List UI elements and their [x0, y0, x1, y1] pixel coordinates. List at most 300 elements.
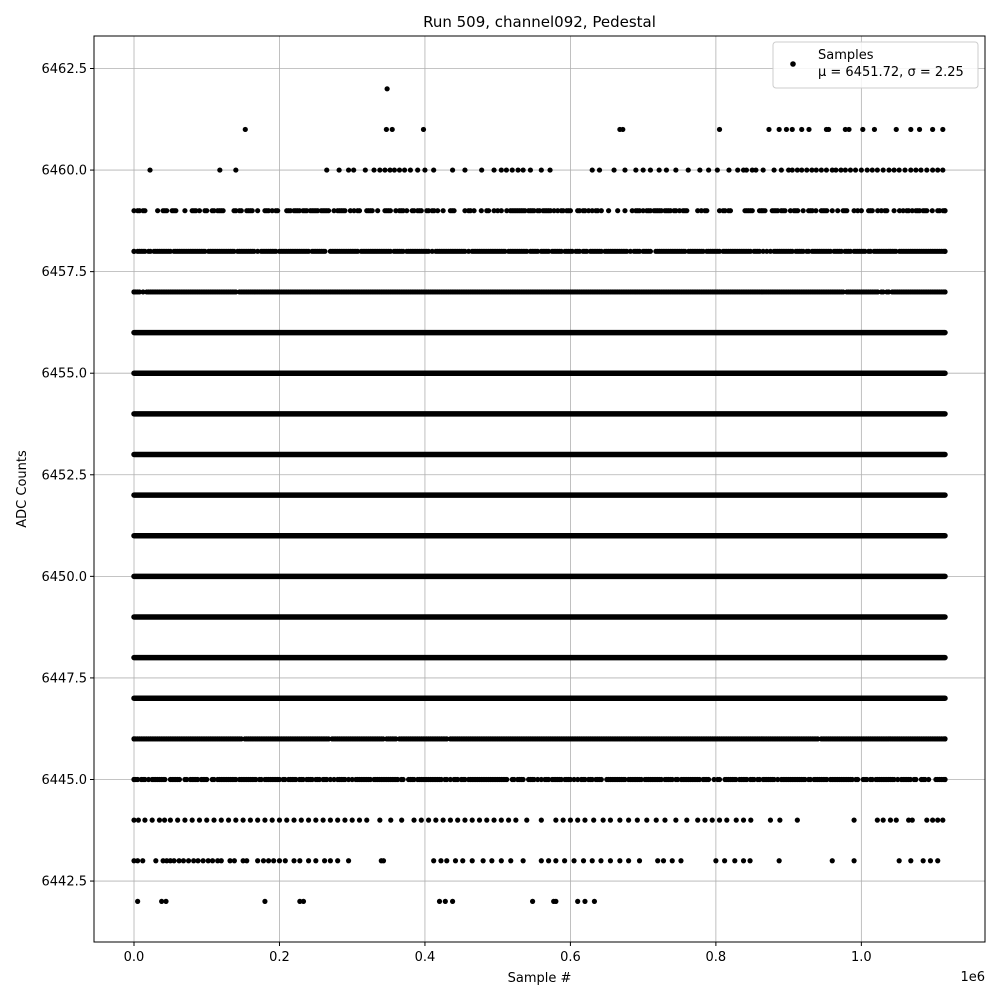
data-point	[830, 858, 835, 863]
data-point	[328, 858, 333, 863]
data-point	[328, 818, 333, 823]
data-point	[135, 899, 140, 904]
data-point	[930, 208, 935, 213]
data-point	[777, 127, 782, 132]
y-tick-label: 6457.5	[41, 265, 87, 281]
data-point	[401, 777, 406, 782]
data-point	[421, 127, 426, 132]
data-point	[504, 167, 509, 172]
data-point	[243, 127, 248, 132]
data-point	[162, 818, 167, 823]
data-point	[732, 858, 737, 863]
data-point	[761, 167, 766, 172]
data-point	[147, 167, 152, 172]
data-point	[562, 858, 567, 863]
data-point	[426, 818, 431, 823]
data-point	[926, 777, 931, 782]
data-point	[824, 167, 829, 172]
data-point	[790, 167, 795, 172]
data-point	[322, 858, 327, 863]
data-point	[241, 818, 246, 823]
data-point	[248, 818, 253, 823]
y-tick-label: 6455.0	[41, 366, 87, 382]
data-point	[397, 167, 402, 172]
data-point	[131, 289, 136, 294]
data-point	[277, 858, 282, 863]
data-point	[190, 818, 195, 823]
x-tick-label: 0.0	[123, 950, 145, 965]
data-point	[706, 167, 711, 172]
x-axis-label: Sample #	[507, 971, 572, 986]
data-point	[824, 208, 829, 213]
data-point	[301, 899, 306, 904]
data-point	[491, 818, 496, 823]
data-point	[597, 167, 602, 172]
data-point	[846, 127, 851, 132]
data-point	[357, 208, 362, 213]
data-point	[382, 167, 387, 172]
data-point	[135, 858, 140, 863]
data-point	[924, 818, 929, 823]
data-point	[399, 818, 404, 823]
data-point	[270, 818, 275, 823]
data-point	[790, 127, 795, 132]
data-point	[654, 818, 659, 823]
data-point	[766, 127, 771, 132]
data-point	[942, 249, 947, 254]
data-point	[806, 127, 811, 132]
data-point	[470, 858, 475, 863]
data-point	[637, 858, 642, 863]
data-point	[924, 208, 929, 213]
data-point	[431, 858, 436, 863]
data-point	[664, 167, 669, 172]
data-point	[702, 818, 707, 823]
data-point	[479, 208, 484, 213]
data-point	[897, 858, 902, 863]
data-point	[782, 208, 787, 213]
data-point	[924, 167, 929, 172]
y-tick-label: 6462.5	[41, 62, 87, 78]
data-point	[448, 818, 453, 823]
data-point	[521, 777, 526, 782]
data-point	[575, 818, 580, 823]
data-point	[131, 249, 136, 254]
data-point	[935, 167, 940, 172]
data-point	[171, 858, 176, 863]
data-point	[886, 167, 891, 172]
data-point	[186, 858, 191, 863]
data-point	[239, 208, 244, 213]
data-point	[297, 858, 302, 863]
data-point	[283, 858, 288, 863]
data-point	[859, 167, 864, 172]
data-point	[513, 818, 518, 823]
data-point	[744, 167, 749, 172]
y-tick-label: 6452.5	[41, 468, 87, 484]
data-point	[233, 167, 238, 172]
data-point	[255, 208, 260, 213]
data-point	[499, 858, 504, 863]
data-point	[441, 818, 446, 823]
data-point	[444, 858, 449, 863]
data-point	[644, 818, 649, 823]
data-point	[375, 208, 380, 213]
data-point	[930, 127, 935, 132]
data-point	[581, 858, 586, 863]
y-axis-label: ADC Counts	[15, 450, 30, 528]
data-point	[750, 208, 755, 213]
data-point	[722, 858, 727, 863]
data-point	[385, 86, 390, 91]
data-point	[894, 127, 899, 132]
data-point	[726, 167, 731, 172]
data-point	[153, 858, 158, 863]
data-point	[306, 818, 311, 823]
data-point	[244, 858, 249, 863]
x-tick-label: 0.2	[269, 950, 290, 965]
data-point	[935, 858, 940, 863]
data-point	[131, 736, 136, 741]
data-point	[546, 858, 551, 863]
data-point	[777, 818, 782, 823]
data-point	[510, 167, 515, 172]
data-point	[210, 858, 215, 863]
data-point	[390, 127, 395, 132]
y-tick-label: 6450.0	[41, 569, 87, 585]
data-point	[491, 167, 496, 172]
data-point	[262, 818, 267, 823]
data-point	[255, 858, 260, 863]
data-point	[131, 777, 136, 782]
data-point	[277, 818, 282, 823]
data-point	[553, 899, 558, 904]
data-point	[539, 818, 544, 823]
data-point	[833, 167, 838, 172]
data-point	[568, 208, 573, 213]
data-point	[843, 167, 848, 172]
data-point	[528, 167, 533, 172]
legend	[773, 42, 978, 88]
data-point	[321, 818, 326, 823]
data-point	[155, 208, 160, 213]
data-point	[226, 818, 231, 823]
data-point	[262, 899, 267, 904]
data-point	[195, 858, 200, 863]
data-point	[704, 208, 709, 213]
data-point	[940, 818, 945, 823]
data-point	[568, 818, 573, 823]
data-point	[648, 249, 653, 254]
data-point	[891, 167, 896, 172]
data-point	[441, 208, 446, 213]
data-point	[173, 208, 178, 213]
data-point	[499, 818, 504, 823]
data-point	[504, 777, 509, 782]
data-point	[865, 167, 870, 172]
data-point	[598, 858, 603, 863]
data-point	[455, 818, 460, 823]
data-point	[431, 167, 436, 172]
data-point	[891, 208, 896, 213]
data-point	[204, 818, 209, 823]
data-point	[801, 208, 806, 213]
data-point	[884, 208, 889, 213]
data-point	[779, 167, 784, 172]
data-point	[673, 818, 678, 823]
data-point	[211, 818, 216, 823]
data-point	[313, 818, 318, 823]
data-point	[633, 167, 638, 172]
data-point	[913, 777, 918, 782]
data-point	[351, 167, 356, 172]
x-tick-label: 0.8	[705, 950, 727, 965]
data-point	[859, 208, 864, 213]
data-point	[735, 167, 740, 172]
data-point	[826, 127, 831, 132]
data-point	[402, 167, 407, 172]
data-point	[255, 818, 260, 823]
data-point	[853, 167, 858, 172]
data-point	[175, 818, 180, 823]
data-point	[182, 818, 187, 823]
data-point	[411, 818, 416, 823]
data-point	[271, 858, 276, 863]
data-point	[470, 818, 475, 823]
data-point	[530, 899, 535, 904]
data-point	[813, 208, 818, 213]
data-point	[622, 208, 627, 213]
data-point	[433, 818, 438, 823]
data-point	[306, 858, 311, 863]
data-point	[521, 858, 526, 863]
data-point	[942, 736, 947, 741]
data-point	[626, 818, 631, 823]
data-point	[232, 858, 237, 863]
x-tick-label: 1.0	[851, 950, 872, 965]
data-point	[717, 777, 722, 782]
data-point	[655, 858, 660, 863]
data-point	[592, 899, 597, 904]
data-point	[888, 818, 893, 823]
data-point	[201, 858, 206, 863]
data-point	[337, 167, 342, 172]
x-tick-label: 0.6	[560, 950, 581, 965]
data-point	[599, 208, 604, 213]
data-point	[601, 818, 606, 823]
data-point	[377, 818, 382, 823]
data-point	[768, 818, 773, 823]
data-point	[908, 127, 913, 132]
data-point	[942, 777, 947, 782]
data-point	[641, 167, 646, 172]
data-point	[881, 167, 886, 172]
data-point	[164, 208, 169, 213]
data-point	[804, 167, 809, 172]
data-point	[313, 858, 318, 863]
data-point	[168, 818, 173, 823]
data-point	[851, 818, 856, 823]
data-point	[814, 167, 819, 172]
data-point	[388, 208, 393, 213]
data-point	[357, 818, 362, 823]
data-point	[131, 208, 136, 213]
data-point	[233, 818, 238, 823]
data-point	[346, 858, 351, 863]
data-point	[894, 818, 899, 823]
data-point	[438, 858, 443, 863]
data-point	[860, 127, 865, 132]
data-point	[875, 167, 880, 172]
data-point	[197, 818, 202, 823]
data-point	[561, 818, 566, 823]
data-point	[515, 167, 520, 172]
data-point	[364, 818, 369, 823]
data-point	[462, 818, 467, 823]
data-point	[484, 818, 489, 823]
data-point	[299, 818, 304, 823]
data-point	[617, 858, 622, 863]
data-point	[717, 127, 722, 132]
data-point	[935, 818, 940, 823]
data-point	[611, 167, 616, 172]
data-point	[181, 858, 186, 863]
data-point	[381, 858, 386, 863]
data-point	[715, 167, 720, 172]
data-point	[697, 167, 702, 172]
y-tick-label: 6442.5	[41, 874, 87, 890]
data-point	[799, 167, 804, 172]
data-point	[408, 167, 413, 172]
data-point	[930, 167, 935, 172]
data-point	[590, 167, 595, 172]
data-point	[499, 167, 504, 172]
x-tick-label: 0.4	[414, 950, 436, 965]
data-point	[657, 167, 662, 172]
data-point	[777, 858, 782, 863]
data-point	[928, 858, 933, 863]
data-point	[917, 127, 922, 132]
data-point	[177, 777, 182, 782]
data-point	[942, 289, 947, 294]
data-point	[799, 127, 804, 132]
data-point	[741, 818, 746, 823]
data-point	[217, 167, 222, 172]
data-point	[673, 167, 678, 172]
data-point	[734, 818, 739, 823]
data-point	[435, 208, 440, 213]
data-point	[157, 818, 162, 823]
data-point	[462, 167, 467, 172]
data-point	[670, 858, 675, 863]
data-point	[695, 818, 700, 823]
data-point	[678, 858, 683, 863]
data-point	[284, 818, 289, 823]
data-point	[575, 899, 580, 904]
data-point	[875, 818, 880, 823]
data-point	[419, 208, 424, 213]
data-point	[795, 818, 800, 823]
data-point	[162, 777, 167, 782]
data-point	[762, 208, 767, 213]
data-point	[371, 167, 376, 172]
legend-marker	[790, 61, 796, 67]
data-point	[662, 818, 667, 823]
data-point	[404, 208, 409, 213]
data-point	[553, 818, 558, 823]
data-point	[250, 208, 255, 213]
data-point	[844, 208, 849, 213]
data-point	[686, 167, 691, 172]
data-point	[506, 818, 511, 823]
y-tick-label: 6460.0	[41, 163, 87, 179]
data-point	[197, 208, 202, 213]
x-axis-offset-text: 1e6	[960, 970, 985, 985]
data-point	[392, 167, 397, 172]
y-tick-label: 6445.0	[41, 772, 87, 788]
data-point	[508, 858, 513, 863]
data-point	[451, 208, 456, 213]
legend-series-stats: μ = 6451.72, σ = 2.25	[818, 65, 964, 80]
data-point	[422, 167, 427, 172]
data-point	[481, 858, 486, 863]
data-point	[908, 858, 913, 863]
data-point	[335, 818, 340, 823]
data-point	[443, 899, 448, 904]
data-point	[489, 858, 494, 863]
data-point	[748, 818, 753, 823]
data-point	[819, 167, 824, 172]
data-point	[204, 208, 209, 213]
data-point	[453, 858, 458, 863]
data-point	[479, 167, 484, 172]
data-point	[753, 167, 758, 172]
data-point	[350, 818, 355, 823]
data-point	[661, 858, 666, 863]
data-point	[219, 858, 224, 863]
data-point	[477, 818, 482, 823]
data-point	[377, 167, 382, 172]
data-point	[335, 858, 340, 863]
data-point	[499, 208, 504, 213]
data-point	[553, 858, 558, 863]
data-point	[471, 208, 476, 213]
data-point	[635, 818, 640, 823]
data-point	[322, 249, 327, 254]
data-point	[902, 167, 907, 172]
chart-title: Run 509, channel092, Pedestal	[423, 13, 656, 31]
data-point	[599, 777, 604, 782]
data-point	[872, 127, 877, 132]
data-point	[881, 818, 886, 823]
data-point	[626, 858, 631, 863]
data-point	[261, 858, 266, 863]
data-point	[384, 127, 389, 132]
data-point	[784, 127, 789, 132]
data-point	[539, 167, 544, 172]
data-point	[419, 818, 424, 823]
data-point	[795, 208, 800, 213]
data-point	[942, 208, 947, 213]
data-point	[848, 167, 853, 172]
data-point	[415, 167, 420, 172]
data-point	[728, 208, 733, 213]
data-point	[539, 858, 544, 863]
data-point	[590, 858, 595, 863]
data-point	[326, 208, 331, 213]
data-point	[450, 899, 455, 904]
data-point	[835, 208, 840, 213]
